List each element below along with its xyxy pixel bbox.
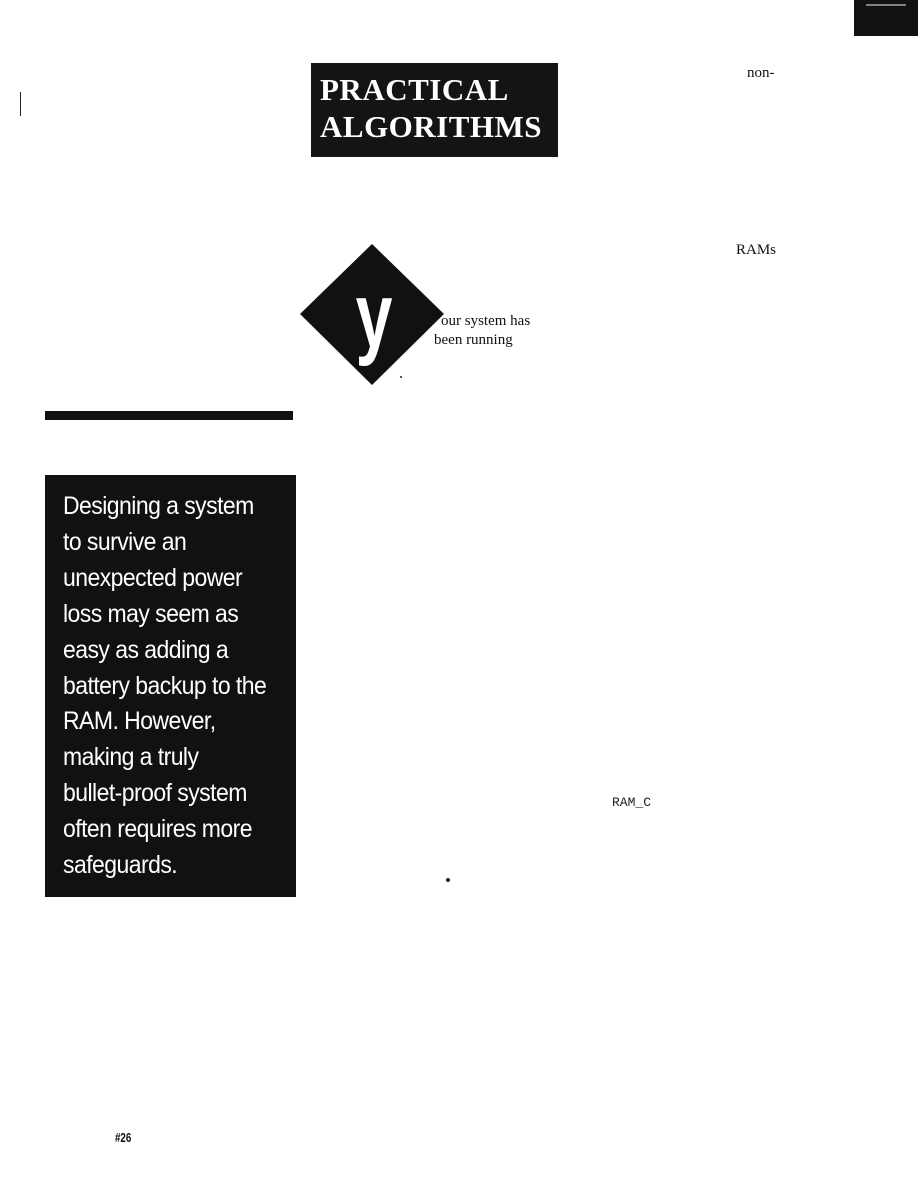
corner-tab-mark bbox=[866, 4, 906, 6]
pull-quote-line: loss may seem as bbox=[63, 599, 239, 628]
margin-tick bbox=[20, 92, 21, 116]
pull-quote-line: battery backup to the bbox=[63, 671, 267, 700]
section-title bbox=[311, 63, 558, 157]
pull-quote bbox=[45, 475, 296, 897]
drop-cap-diamond-icon bbox=[300, 244, 450, 386]
pull-quote-line: safeguards. bbox=[63, 851, 178, 880]
intro-line-1: our system has bbox=[441, 313, 531, 329]
pull-quote-line: often requires more bbox=[63, 815, 252, 844]
page-number: #26 bbox=[115, 1130, 132, 1145]
section-divider bbox=[45, 411, 293, 420]
pull-quote-line: to survive an bbox=[63, 527, 187, 556]
section-title-line-1: PRACTICAL bbox=[320, 72, 509, 107]
pull-quote-line: easy as adding a bbox=[63, 635, 229, 664]
pull-quote-line: making a truly bbox=[63, 743, 199, 772]
pull-quote-line: Designing a system bbox=[63, 492, 254, 520]
pull-quote-line: RAM. However, bbox=[63, 707, 216, 736]
pull-quote-line: bullet-proof system bbox=[63, 779, 247, 808]
intro-line-2: been running bbox=[434, 332, 513, 348]
pull-quote-line: unexpected power bbox=[63, 563, 243, 592]
text-fragment-rams: RAMs bbox=[736, 242, 777, 258]
section-title-line-2: ALGORITHMS bbox=[320, 109, 543, 144]
text-fragment-non: non- bbox=[747, 65, 775, 81]
code-label: RAM_C bbox=[612, 795, 652, 810]
stray-mark bbox=[400, 376, 402, 378]
drop-cap-letter: y bbox=[355, 263, 393, 367]
bullet-dot bbox=[446, 878, 450, 882]
